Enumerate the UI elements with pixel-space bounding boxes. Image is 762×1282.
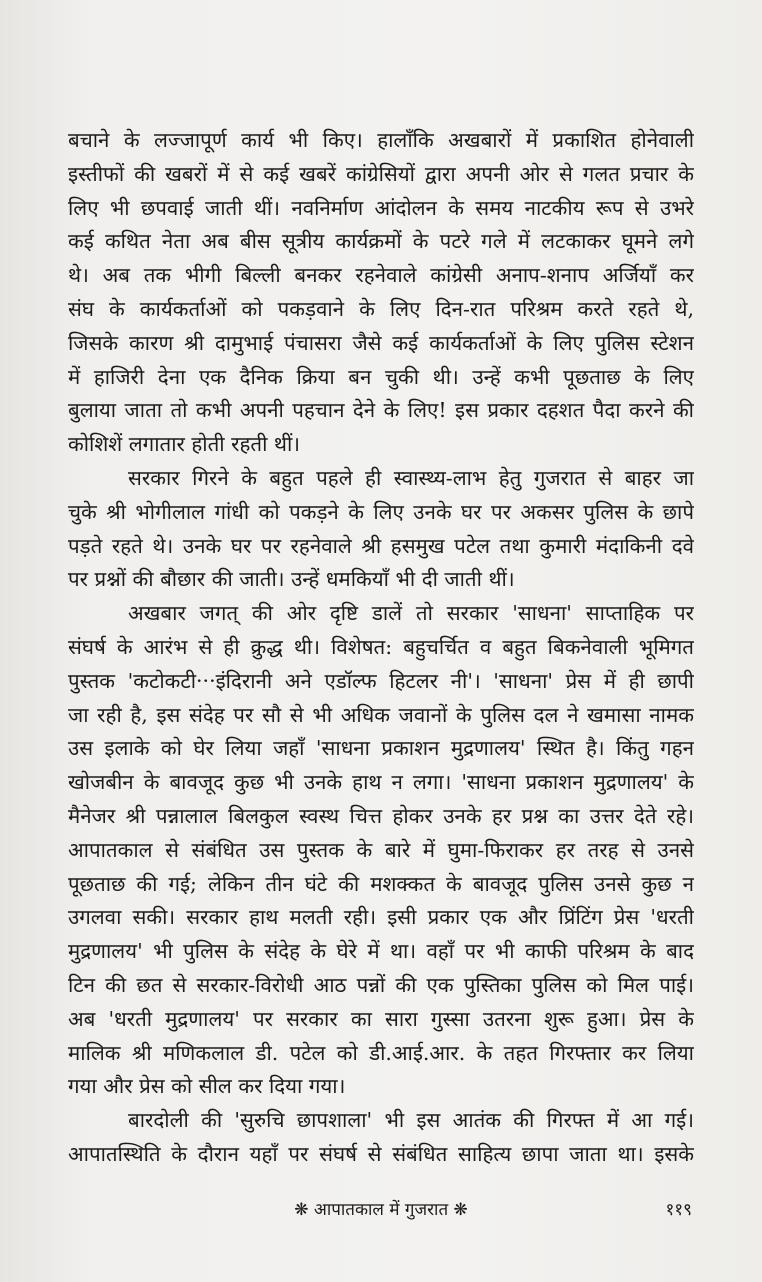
- text-line: में हाजिरी देना एक दैनिक क्रिया बन चुकी थी। उन्हें कभी पूछताछ के लिए: [68, 364, 694, 389]
- text-line: मैनेजर श्री पन्नालाल बिलकुल स्वस्थ चित्त होकर उनके हर प्रश्न का उत्तर देते रहे।: [68, 803, 694, 828]
- paragraph: [68, 1104, 694, 1172]
- page-footer: [68, 1195, 694, 1225]
- running-title: ❋ आपातकाल में गुजरात ❋: [294, 1200, 468, 1220]
- text-line: संघर्ष के आरंभ से ही क्रुद्ध थी। विशेषत: बहुचर्चित व बहुत बिकनेवाली भूमिगत: [68, 634, 694, 659]
- page-number: ११९: [665, 1200, 692, 1220]
- text-line: उगलवा सकी। सरकार हाथ मलती रही। इसी प्रकार एक और प्रिंटिंग प्रेस 'धरती: [68, 905, 694, 930]
- text-line: पड़ते रहते थे। उनके घर पर रहनेवाले श्री हसमुख पटेल तथा कुमारी मंदाकिनी दवे: [68, 533, 694, 558]
- text-line: बारदोली की 'सुरुचि छापशाला' भी इस आतंक की गिरफ्त में आ गई।: [128, 1108, 694, 1133]
- text-line: मुद्रणालय' भी पुलिस के संदेह के घेरे में था। वहाँ पर भी काफी परिश्रम के बाद: [68, 939, 694, 964]
- text-line: खोजबीन के बावजूद कुछ भी उनके हाथ न लगा। 'साधना प्रकाशन मुद्रणालय' के: [68, 770, 694, 795]
- text-line: थे। अब तक भीगी बिल्ली बनकर रहनेवाले कांग्रेसी अनाप-शनाप अर्जियाँ कर: [68, 263, 694, 288]
- text-line: संघ के कार्यकर्ताओं को पकड़वाने के लिए दिन-रात परिश्रम करते रहते थे,: [68, 296, 694, 321]
- paragraph: [68, 462, 694, 597]
- paragraph: [68, 124, 694, 462]
- paragraph: [68, 597, 694, 1104]
- text-line: आपातकाल से संबंधित उस पुस्तक के बारे में घुमा-फिराकर हर तरह से उनसे: [68, 837, 694, 862]
- text-line: पुस्तक 'कटोकटी···इंदिरानी अने एडॉल्फ हिटलर नी'। 'साधना' प्रेस में ही छापी: [68, 668, 694, 693]
- text-line: अब 'धरती मुद्रणालय' पर सरकार का सारा गुस्सा उतरना शुरू हुआ। प्रेस के: [68, 1006, 694, 1031]
- text-line: गया और प्रेस को सील कर दिया गया।: [68, 1074, 346, 1099]
- text-line: उस इलाके को घेर लिया जहाँ 'साधना प्रकाशन मुद्रणालय' स्थित है। किंतु गहन: [68, 736, 694, 761]
- text-line: अखबार जगत् की ओर दृष्टि डालें तो सरकार 'साधना' साप्ताहिक पर: [128, 601, 694, 626]
- text-line: सरकार गिरने के बहुत पहले ही स्वास्थ्य-लाभ हेतु गुजरात से बाहर जा: [128, 465, 694, 490]
- body-text: [68, 124, 694, 1172]
- text-line: बुलाया जाता तो कभी अपनी पहचान देने के लिए! इस प्रकार दहशत पैदा करने की: [68, 398, 694, 423]
- text-line: कोशिशें लगातार होती रहती थीं।: [68, 432, 301, 457]
- text-line: टिन की छत से सरकार-विरोधी आठ पन्नों की एक पुस्तिका पुलिस को मिल पाई।: [68, 972, 694, 997]
- text-line: इस्तीफों की खबरों में से कई खबरें कांग्रेसियों द्वारा अपनी ओर से गलत प्रचार के: [68, 161, 694, 186]
- text-line: जिसके कारण श्री दामुभाई पंचासरा जैसे कई कार्यकर्ताओं के लिए पुलिस स्टेशन: [68, 330, 694, 355]
- text-line: पर प्रश्नों की बौछार की जाती। उन्हें धमकियाँ भी दी जाती थीं।: [68, 567, 515, 592]
- text-line: मालिक श्री मणिकलाल डी. पटेल को डी.आई.आर. के तहत गिरफ्तार कर लिया: [68, 1040, 694, 1065]
- text-line: कई कथित नेता अब बीस सूत्रीय कार्यक्रमों के पटरे गले में लटकाकर घूमने लगे: [68, 229, 694, 254]
- text-line: बचाने के लज्जापूर्ण कार्य भी किए। हालाँकि अखबारों में प्रकाशित होनेवाली: [68, 128, 694, 152]
- text-line: जा रही है, इस संदेह पर सौ से भी अधिक जवानों के पुलिस दल ने खमासा नामक: [68, 702, 694, 727]
- text-line: लिए भी छपवाई जाती थीं। नवनिर्माण आंदोलन के समय नाटकीय रूप से उभरे: [68, 195, 694, 220]
- text-line: पूछताछ की गई; लेकिन तीन घंटे की मशक्कत के बावजूद पुलिस उनसे कुछ न: [68, 871, 694, 896]
- text-line: चुके श्री भोगीलाल गांधी को पकड़ने के लिए उनके घर पर अकसर पुलिस के छापे: [68, 499, 694, 524]
- text-line: आपातस्थिति के दौरान यहाँ पर संघर्ष से संबंधित साहित्य छापा जाता था। इसके: [68, 1141, 694, 1166]
